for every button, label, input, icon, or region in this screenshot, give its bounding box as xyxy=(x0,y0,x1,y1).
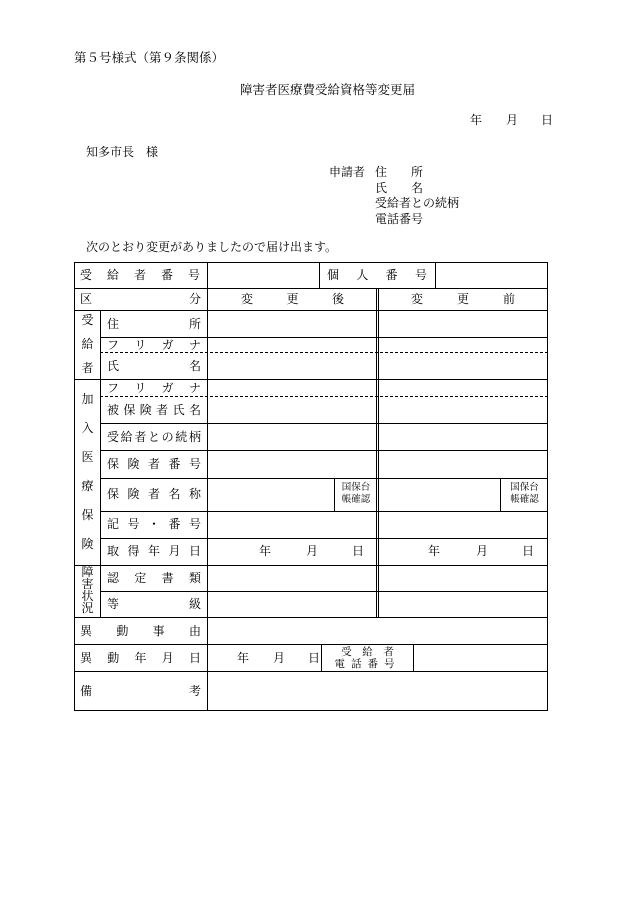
insurer-number-label xyxy=(107,458,201,470)
label-char: 番 xyxy=(160,268,173,282)
individual-number-label xyxy=(327,269,427,281)
label-char: 定 xyxy=(134,571,147,585)
label-char: 保 xyxy=(123,403,136,417)
label-char: 認 xyxy=(107,571,120,585)
form-number: 第５号様式（第９条関係） xyxy=(74,50,225,65)
insured-name-label xyxy=(107,404,201,416)
group-char: 受 xyxy=(81,313,94,327)
grade-char-1: 等 xyxy=(107,597,120,611)
label-char: 類 xyxy=(188,571,201,585)
label-char: リ xyxy=(134,381,147,395)
acq-before-year: 年 xyxy=(428,544,441,558)
label-char: 氏 xyxy=(172,403,185,417)
relation-label xyxy=(107,431,201,443)
label-char: 者 xyxy=(147,487,160,501)
category-header xyxy=(80,293,201,305)
label-char: フ xyxy=(107,381,120,395)
insured-furigana-label xyxy=(107,382,201,394)
label-char: ナ xyxy=(188,338,201,352)
applicant-relation-label: 受給者との続柄 xyxy=(375,196,460,210)
change-date-day: 日 xyxy=(308,651,321,665)
date-year-label: 年 xyxy=(470,113,483,127)
label-char: 年 xyxy=(134,651,147,665)
recipient-phone-label: 受 給 者 電話番号 xyxy=(334,646,401,670)
label-char: 動 xyxy=(107,651,120,665)
address-label xyxy=(107,318,201,330)
disability-group-label xyxy=(81,566,94,614)
group-char: 険 xyxy=(81,537,94,551)
label-char: 保 xyxy=(107,457,120,471)
label-char: 保 xyxy=(107,487,120,501)
applicant-name-label: 氏 名 xyxy=(375,181,424,195)
category-char-1: 区 xyxy=(80,292,93,306)
label-char: 号 xyxy=(414,268,427,282)
name-label xyxy=(107,360,201,372)
date-day-label: 日 xyxy=(541,113,554,127)
label-char: 名 xyxy=(188,403,201,417)
symbol-number-label xyxy=(107,518,201,530)
label-char: ナ xyxy=(188,381,201,395)
label-char: 変 xyxy=(241,292,254,306)
change-date-year: 年 xyxy=(237,651,250,665)
address-char-1: 住 xyxy=(107,317,120,331)
label-char: ・ xyxy=(147,517,160,531)
addressee: 知多市長 様 xyxy=(86,145,159,159)
label-char: 記 xyxy=(107,517,120,531)
label-char: 険 xyxy=(127,457,140,471)
label-char: 者 xyxy=(134,430,147,444)
insurance-group-label xyxy=(81,393,94,567)
name-char-2: 名 xyxy=(188,359,201,373)
label-char: 月 xyxy=(161,651,174,665)
label-char: 事 xyxy=(152,624,165,638)
label-char: 号 xyxy=(188,457,201,471)
acq-before-month: 月 xyxy=(476,544,489,558)
label-char: フ xyxy=(107,338,120,352)
label-char: 号 xyxy=(127,517,140,531)
label-char: 続 xyxy=(175,430,188,444)
change-reason-label xyxy=(80,625,201,637)
label-char: と xyxy=(147,430,160,444)
recipient-furigana-label xyxy=(107,339,201,351)
label-char: 由 xyxy=(188,624,201,638)
before-change-header xyxy=(411,293,515,305)
label-char: 年 xyxy=(147,544,160,558)
remarks-label xyxy=(80,685,201,697)
label-char: 給 xyxy=(106,268,119,282)
label-char: 書 xyxy=(161,571,174,585)
acq-after-month: 月 xyxy=(306,544,319,558)
notice-text: 次のとおり変更がありましたので届け出ます。 xyxy=(86,240,338,254)
label-char: 者 xyxy=(156,403,169,417)
label-char: 柄 xyxy=(188,430,201,444)
group-char: 加 xyxy=(81,392,94,406)
acq-after-year: 年 xyxy=(259,544,272,558)
label-char: 異 xyxy=(80,624,93,638)
remarks-char-1: 備 xyxy=(80,684,93,698)
label-char: 人 xyxy=(356,268,369,282)
recipient-group-label xyxy=(81,314,94,386)
label-char: 険 xyxy=(127,487,140,501)
group-char: 療 xyxy=(81,479,94,493)
label-char: 受 xyxy=(80,268,93,282)
label-char: 称 xyxy=(188,487,201,501)
group-char: 障 xyxy=(81,565,94,579)
label-char: 更 xyxy=(286,292,299,306)
label-char: 号 xyxy=(188,517,201,531)
label-char: 給 xyxy=(120,430,133,444)
recipient-number-label xyxy=(80,269,200,281)
after-change-header xyxy=(241,293,344,305)
label-char: 番 xyxy=(168,517,181,531)
label-char: 者 xyxy=(133,268,146,282)
label-char: 険 xyxy=(139,403,152,417)
group-char: 者 xyxy=(81,361,94,375)
label-char: 番 xyxy=(385,268,398,282)
label-char: 後 xyxy=(331,292,344,306)
grade-label xyxy=(107,598,201,610)
kokuho-check-before: 国保台 帳確認 xyxy=(510,482,539,505)
label-char: 動 xyxy=(116,624,129,638)
name-char-1: 氏 xyxy=(107,359,120,373)
grade-char-2: 級 xyxy=(188,597,201,611)
category-char-2: 分 xyxy=(188,292,201,306)
applicant-address-label: 住 所 xyxy=(375,165,424,179)
label-char: 者 xyxy=(147,457,160,471)
group-char: 害 xyxy=(81,577,94,591)
applicant-phone-label: 電話番号 xyxy=(375,212,424,226)
group-char: 入 xyxy=(81,421,94,435)
label-char: 更 xyxy=(456,292,469,306)
acquisition-date-label xyxy=(107,545,201,557)
label-char: 日 xyxy=(188,651,201,665)
label-char: 変 xyxy=(411,292,424,306)
label-char: 番 xyxy=(168,457,181,471)
group-char: 保 xyxy=(81,508,94,522)
date-month-label: 月 xyxy=(506,113,519,127)
label-char: の xyxy=(161,430,174,444)
label-char: 名 xyxy=(168,487,181,501)
acq-before-day: 日 xyxy=(522,544,535,558)
label-char: 得 xyxy=(127,544,140,558)
label-char: 受 xyxy=(107,430,120,444)
label-char: 異 xyxy=(80,651,93,665)
insurer-name-label xyxy=(107,488,201,500)
acq-after-day: 日 xyxy=(352,544,365,558)
label-char: ガ xyxy=(161,381,174,395)
label-char: 号 xyxy=(187,268,200,282)
group-char: 状 xyxy=(81,589,94,603)
certificate-type-label xyxy=(107,572,201,584)
group-char: 況 xyxy=(81,601,94,615)
label-char: 取 xyxy=(107,544,120,558)
label-char: ガ xyxy=(161,338,174,352)
label-char: 個 xyxy=(327,268,340,282)
applicant-label: 申請者 xyxy=(329,165,366,179)
label-char: リ xyxy=(134,338,147,352)
label-char: 月 xyxy=(168,544,181,558)
form-title: 障害者医療費受給資格等変更届 xyxy=(240,82,416,97)
remarks-char-2: 考 xyxy=(188,684,201,698)
address-char-2: 所 xyxy=(188,317,201,331)
kokuho-check-after: 国保台 帳確認 xyxy=(341,482,371,505)
change-date-label xyxy=(80,652,201,664)
label-char: 日 xyxy=(188,544,201,558)
label-char: 被 xyxy=(107,403,120,417)
group-char: 給 xyxy=(81,337,94,351)
label-char: 前 xyxy=(502,292,515,306)
change-date-month: 月 xyxy=(273,651,286,665)
group-char: 医 xyxy=(81,450,94,464)
